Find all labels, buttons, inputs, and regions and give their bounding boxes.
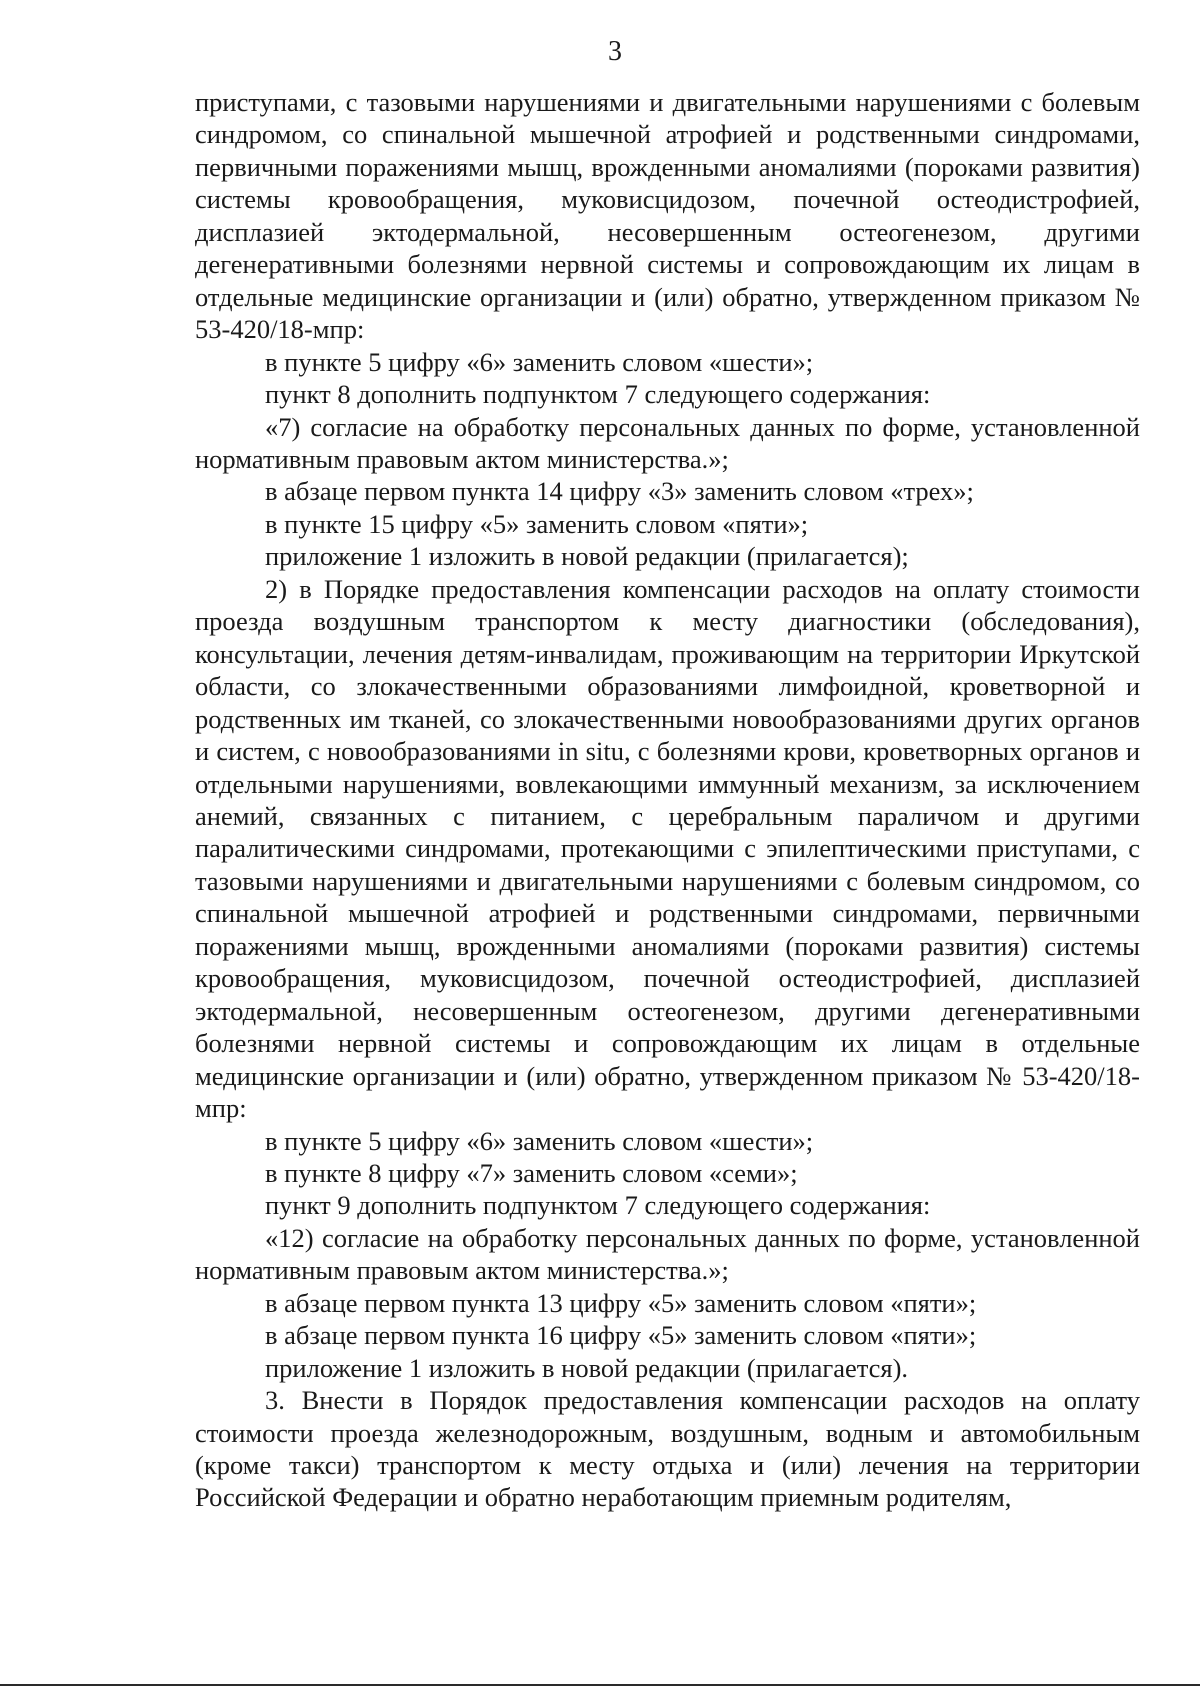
paragraph: 2) в Порядке предоставления компенсации расходов на оплату стоимости проезда воздушным транспортом к месту диагностики (обследования), консультации, лечения детям-инвалидам, проживающим на территории Иркутской области, со злокачественными образованиями лимфоидной, кроветворной и родственных им тканей, со злокачественными новообразованиями других органов и систем, с новообразованиями in situ, с болезнями крови, кроветворных органов и отдельными нарушениями, вовлекающими иммунный механизм, за исключением анемий, связанных с питанием, с церебральным параличом и другими паралитическими синдромами, протекающими с эпилептическими приступами, с тазовыми нарушениями и двигательными нарушениями с болевым синдромом, со спинальной мышечной атрофией и родственными синдромами, первичными поражениями мышц, врожденными аномалиями (пороками развития) системы кровообращения, муковисцидозом, почечной остеодистрофией, дисплазией эктодермальной, несовершенным остеогенезом, другими дегенеративными болезнями нервной системы и сопровождающим их лицам в отдельные медицинские организации и (или) обратно, утвержденном приказом № 53-420/18-мпр: [195,573,1140,1124]
paragraph: в пункте 15 цифру «5» заменить словом «пяти»; [265,508,809,539]
page-number: 3 [608,36,622,67]
paragraph: в пункте 5 цифру «6» заменить словом «шести»; [265,346,814,377]
paragraph: пункт 8 дополнить подпунктом 7 следующего содержания: [265,379,931,410]
paragraph: 3. Внести в Порядок предоставления компенсации расходов на оплату стоимости проезда железнодорожным, воздушным, водным и автомобильным (кроме такси) транспортом к месту отдыха и (или) лечения на территории Российской Федерации и обратно неработающим приемным родителям, [195,1385,1140,1513]
paragraph: приложение 1 изложить в новой редакции (прилагается); [265,541,909,572]
paragraph: приложение 1 изложить в новой редакции (прилагается). [265,1352,909,1383]
paragraph: «7) согласие на обработку персональных данных по форме, установленной нормативным правовым актом министерства.»; [195,411,1140,474]
paragraph-continuation: приступами, с тазовыми нарушениями и двигательными нарушениями с болевым синдромом, со спинальной мышечной атрофией и родственными синдромами, первичными поражениями мышц, врожденными аномалиями (пороками развития) системы кровообращения, муковисцидозом, почечной остеодистрофией, дисплазией эктодермальной, несовершенным остеогенезом, другими дегенеративными болезнями нервной системы и сопровождающим их лицам в отдельные медицинские организации и (или) обратно, утвержденном приказом № 53-420/18-мпр: [195,87,1140,345]
scan-bottom-edge [0,1684,1200,1686]
paragraph: в пункте 8 цифру «7» заменить словом «семи»; [265,1157,798,1188]
document-body [195,86,1140,1514]
paragraph: в абзаце первом пункта 14 цифру «3» заменить словом «трех»; [265,476,974,507]
paragraph: в абзаце первом пункта 16 цифру «5» заменить словом «пяти»; [265,1320,977,1351]
paragraph: в абзаце первом пункта 13 цифру «5» заменить словом «пяти»; [265,1287,977,1318]
paragraph: пункт 9 дополнить подпунктом 7 следующего содержания: [265,1190,931,1221]
paragraph: «12) согласие на обработку персональных данных по форме, установленной нормативным правовым актом министерства.»; [195,1222,1140,1286]
paragraph: в пункте 5 цифру «6» заменить словом «шести»; [265,1125,814,1156]
